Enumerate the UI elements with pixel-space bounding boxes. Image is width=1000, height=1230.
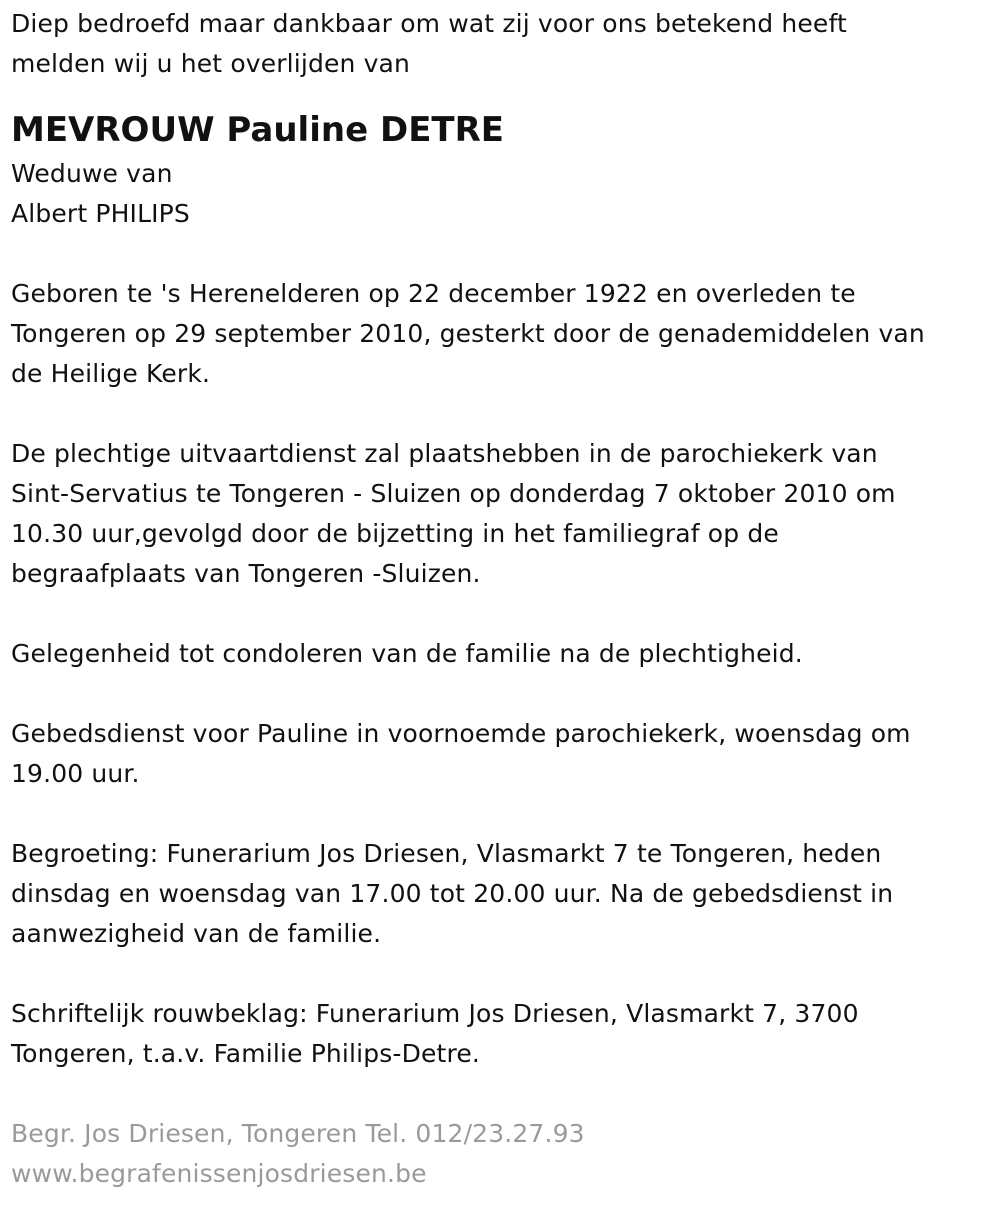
funeral-home-website: www.begrafenissenjosdriesen.be: [11, 1159, 427, 1188]
paragraph-line: begraafplaats van Tongeren -Sluizen.: [11, 559, 481, 588]
spacer: [11, 674, 988, 714]
condolence-paragraph: [11, 634, 988, 674]
spouse-name: Albert PHILIPS: [11, 199, 190, 228]
spacer: [11, 1074, 988, 1114]
funeral-home-contact: Begr. Jos Driesen, Tongeren Tel. 012/23.27.93: [11, 1119, 585, 1148]
relation-label: Weduwe van: [11, 159, 173, 188]
paragraph-line: Tongeren op 29 september 2010, gesterkt door de genademiddelen van: [11, 319, 925, 348]
paragraph-line: Gelegenheid tot condoleren van de familie na de plechtigheid.: [11, 639, 803, 668]
paragraph-line: De plechtige uitvaartdienst zal plaatshebben in de parochiekerk van: [11, 439, 878, 468]
paragraph-line: Tongeren, t.a.v. Familie Philips-Detre.: [11, 1039, 480, 1068]
paragraph-line: dinsdag en woensdag van 17.00 tot 20.00 uur. Na de gebedsdienst in: [11, 879, 894, 908]
spacer: [11, 794, 988, 834]
funeral-service-paragraph: [11, 434, 988, 594]
spacer: [11, 394, 988, 434]
funeral-home-footer: [11, 1114, 988, 1194]
paragraph-line: Sint-Servatius te Tongeren - Sluizen op donderdag 7 oktober 2010 om: [11, 479, 896, 508]
paragraph-line: Gebedsdienst voor Pauline in voornoemde parochiekerk, woensdag om: [11, 719, 911, 748]
spacer: [11, 954, 988, 994]
deceased-name: MEVROUW Pauline DETRE: [11, 110, 505, 150]
written-condolences-paragraph: [11, 994, 988, 1074]
birth-death-paragraph: [11, 274, 988, 394]
prayer-service-paragraph: [11, 714, 988, 794]
paragraph-line: aanwezigheid van de familie.: [11, 919, 382, 948]
paragraph-line: 10.30 uur,gevolgd door de bijzetting in het familiegraf op de: [11, 519, 779, 548]
paragraph-line: de Heilige Kerk.: [11, 359, 211, 388]
paragraph-line: Geboren te 's Herenelderen op 22 december 1922 en overleden te: [11, 279, 856, 308]
spacer: [11, 234, 988, 274]
visitation-paragraph: [11, 834, 988, 954]
paragraph-line: Begroeting: Funerarium Jos Driesen, Vlasmarkt 7 te Tongeren, heden: [11, 839, 882, 868]
intro-block: [11, 4, 988, 84]
intro-line: Diep bedroefd maar dankbaar om wat zij voor ons betekend heeft: [11, 9, 847, 38]
intro-line: melden wij u het overlijden van: [11, 49, 411, 78]
paragraph-line: 19.00 uur.: [11, 759, 140, 788]
spacer: [11, 594, 988, 634]
paragraph-line: Schriftelijk rouwbeklag: Funerarium Jos Driesen, Vlasmarkt 7, 3700: [11, 999, 859, 1028]
